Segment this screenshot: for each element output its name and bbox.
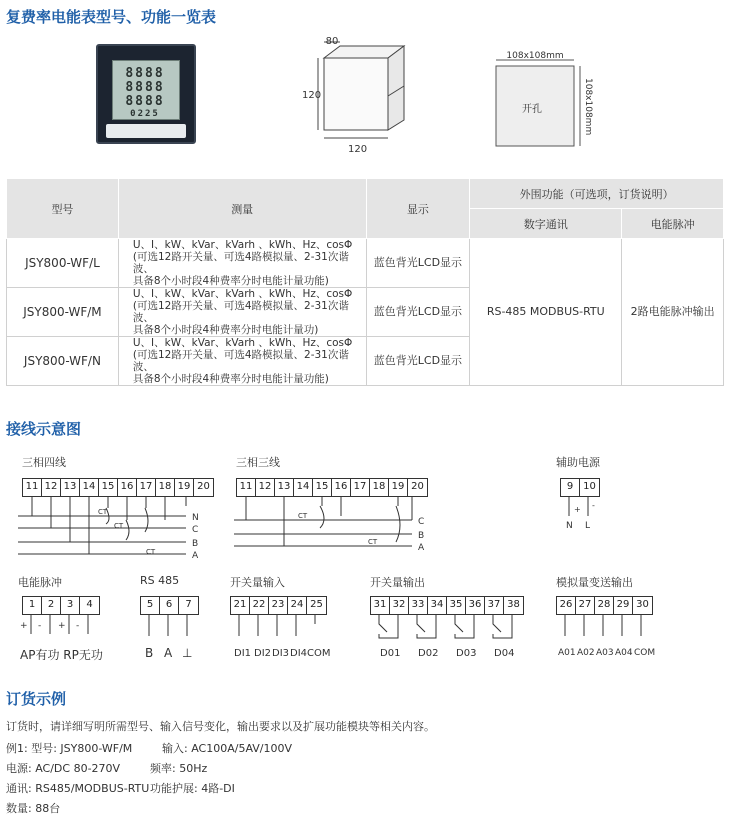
line-label: B (418, 531, 425, 541)
terminal: 3 (61, 597, 80, 614)
terminal-strip-aux (560, 478, 600, 497)
terminal: 10 (583, 481, 596, 492)
ct-label: CT (98, 508, 108, 516)
ct-label: CT (368, 538, 378, 546)
terminal: 11 (237, 479, 256, 496)
terminal: 34 (428, 597, 447, 614)
terminal: 7 (185, 599, 192, 610)
header-comm: 数字通讯 (470, 209, 622, 239)
terminal: 31 (371, 597, 390, 614)
rs485-lines (140, 614, 200, 640)
model-table (6, 178, 724, 386)
dimension-drawing (300, 36, 450, 166)
svg-text:-: - (592, 501, 595, 510)
order-quantity: 数量: 88台 (6, 802, 61, 815)
di-caption: DI3 (272, 648, 290, 659)
terminal: 16 (118, 479, 137, 496)
terminal: 14 (294, 479, 313, 496)
terminal: 23 (269, 597, 288, 614)
terminal-strip-di (230, 596, 327, 615)
measure-cell: U、I、kW、kVar、kVarh 、kWh、Hz、cosΦ (可选12路开关量、可选4路模拟量、2-31次谐波、 具备8个小时段4种费率分时电能计量功能) (118, 337, 366, 386)
cutout-width-label: 108x108mm (506, 51, 564, 61)
terminal: 1 (23, 597, 42, 614)
terminal-strip-pulse (22, 596, 100, 615)
measure-cell: U、I、kW、kVar、kVarh 、kWh、Hz、cosΦ (可选12路开关量、可选4路模拟量、2-31次谐波、 具备8个小时段4种费率分时电能计量功) (118, 288, 366, 337)
depth-label: 80 (325, 36, 339, 47)
models-section-title: 复费率电能表型号、功能一览表 (6, 8, 217, 26)
wiring-section-title: 接线示意图 (6, 420, 82, 438)
line-label: N (192, 513, 199, 523)
terminal: 11 (23, 479, 42, 496)
terminal: 5 (141, 597, 160, 614)
wiring-3p3w-lines (226, 496, 436, 556)
line-label: A (192, 551, 199, 561)
terminal: 16 (332, 479, 351, 496)
svg-text:+: + (58, 621, 66, 631)
height-label: 120 (302, 90, 322, 101)
meter-image (96, 44, 196, 144)
svg-text:+: + (20, 621, 28, 631)
header-pulse: 电能脉冲 (622, 209, 724, 239)
terminal: 18 (156, 479, 175, 496)
cutout-label: 开孔 (522, 104, 542, 115)
line-label: B (192, 539, 199, 549)
wiring-3p4w-lines (10, 496, 210, 564)
rs485-caption-b: B (145, 646, 154, 660)
header-peripheral: 外围功能（可选项，订货说明） (470, 179, 724, 209)
ao-caption: A03 (596, 648, 614, 658)
ao-caption: A04 (615, 648, 633, 658)
terminal: 26 (557, 597, 576, 614)
terminal: 38 (507, 599, 520, 610)
svg-text:+: + (574, 505, 581, 514)
terminal: 12 (42, 479, 61, 496)
terminal: 22 (250, 597, 269, 614)
cutout-height-label: 108x108mm (583, 78, 593, 136)
do-caption: D02 (418, 648, 439, 659)
terminal: 14 (80, 479, 99, 496)
meter-screen (112, 60, 180, 120)
terminal: 28 (595, 597, 614, 614)
terminal: 18 (370, 479, 389, 496)
terminal: 30 (636, 599, 649, 610)
order-comm: 通讯: RS485/MODBUS-RTU (6, 782, 150, 795)
di-caption: DI4COM (290, 648, 331, 659)
pulse-cell: 2路电能脉冲输出 (622, 239, 724, 386)
cutout-drawing (480, 48, 620, 158)
table-row (7, 239, 724, 288)
terminal: 19 (175, 479, 194, 496)
pulse-lines (16, 614, 106, 640)
terminal: 13 (61, 479, 80, 496)
rs485-caption-a: A (164, 646, 173, 660)
terminal: 19 (389, 479, 408, 496)
terminal: 17 (137, 479, 156, 496)
terminal: 35 (447, 597, 466, 614)
svg-text:L: L (585, 521, 591, 531)
svg-text:-: - (76, 621, 80, 631)
terminal: 15 (99, 479, 118, 496)
terminal: 17 (351, 479, 370, 496)
rs485-caption-gnd: ⊥ (182, 646, 193, 660)
order-power: 电源: AC/DC 80-270V (6, 762, 121, 775)
header-display: 显示 (366, 179, 470, 239)
terminal: 13 (275, 479, 294, 496)
terminal-strip-3p3w (236, 478, 428, 497)
terminal: 6 (160, 597, 179, 614)
order-expansion: 功能护展: 4路-DI (150, 782, 235, 795)
di-lines (230, 614, 330, 640)
aux-power-lines (560, 496, 600, 532)
ct-label: CT (114, 522, 124, 530)
ao-caption: A01 (558, 648, 576, 658)
do-caption: D01 (380, 648, 401, 659)
rs485-label: RS 485 (140, 574, 180, 587)
terminal: 20 (411, 481, 424, 492)
terminal: 24 (288, 597, 307, 614)
model-cell: JSY800-WF/M (7, 288, 119, 337)
terminal: 9 (561, 479, 580, 496)
display-cell: 蓝色背光LCD显示 (366, 337, 470, 386)
ao-caption: A02 (577, 648, 595, 658)
meter-button-panel (106, 124, 186, 138)
terminal: 2 (42, 597, 61, 614)
ct-label: CT (146, 548, 156, 556)
line-label: A (418, 543, 425, 553)
switch-output-label: 开关量输出 (370, 576, 425, 589)
order-input: 输入: AC100A/5AV/100V (162, 742, 293, 755)
terminal-strip-ao (556, 596, 653, 615)
terminal: 15 (313, 479, 332, 496)
terminal-strip-rs485 (140, 596, 199, 615)
terminal: 32 (390, 597, 409, 614)
ct-label: CT (298, 512, 308, 520)
model-cell: JSY800-WF/L (7, 239, 119, 288)
ao-caption: COM (634, 648, 656, 658)
display-cell: 蓝色背光LCD显示 (366, 288, 470, 337)
line-label: C (418, 517, 425, 527)
terminal: 4 (86, 599, 93, 610)
svg-text:-: - (38, 621, 42, 631)
measure-cell: U、I、kW、kVar、kVarh 、kWh、Hz、cosΦ (可选12路开关量、可选4路模拟量、2-31次谐波、 具备8个小时段4种费率分时电能计量功能) (118, 239, 366, 288)
terminal: 12 (256, 479, 275, 496)
terminal: 36 (466, 597, 485, 614)
do-caption: D03 (456, 648, 477, 659)
terminal: 27 (576, 597, 595, 614)
di-caption: DI1 (234, 648, 252, 659)
terminal-strip-do (370, 596, 524, 615)
aux-power-label: 辅助电源 (556, 456, 600, 469)
terminal: 20 (197, 481, 210, 492)
three-phase-four-label: 三相四线 (22, 456, 66, 469)
order-intro: 订货时，请详细写明所需型号、输入信号变化，输出要求以及扩展功能模块等相关内容。 (6, 720, 435, 733)
ao-lines (556, 614, 656, 640)
three-phase-three-label: 三相三线 (236, 456, 280, 469)
svg-text:N: N (566, 521, 573, 531)
meter-digits: 8888 8888 8888 0225 (125, 66, 165, 119)
header-measure: 测量 (118, 179, 366, 239)
comm-cell: RS-485 MODBUS-RTU (470, 239, 622, 386)
switch-input-label: 开关量输入 (230, 576, 285, 589)
width-label: 120 (348, 144, 368, 155)
terminal: 29 (614, 597, 633, 614)
di-caption: DI2 (254, 648, 272, 659)
order-section-title: 订货示例 (6, 690, 67, 708)
order-model: 例1: 型号: JSY800-WF/M (6, 742, 133, 755)
terminal: 33 (409, 597, 428, 614)
energy-pulse-label: 电能脉冲 (18, 576, 62, 589)
display-cell: 蓝色背光LCD显示 (366, 239, 470, 288)
header-model: 型号 (7, 179, 119, 239)
terminal: 37 (485, 597, 504, 614)
order-frequency: 频率: 50Hz (150, 762, 208, 775)
do-caption: D04 (494, 648, 515, 659)
terminal: 25 (310, 599, 323, 610)
pulse-caption: AP有功 RP无功 (20, 648, 103, 662)
do-lines (370, 614, 530, 644)
line-label: C (192, 525, 199, 535)
terminal: 21 (231, 597, 250, 614)
analog-output-label: 模拟量变送输出 (556, 576, 633, 589)
terminal-strip-3p4w (22, 478, 214, 497)
model-cell: JSY800-WF/N (7, 337, 119, 386)
